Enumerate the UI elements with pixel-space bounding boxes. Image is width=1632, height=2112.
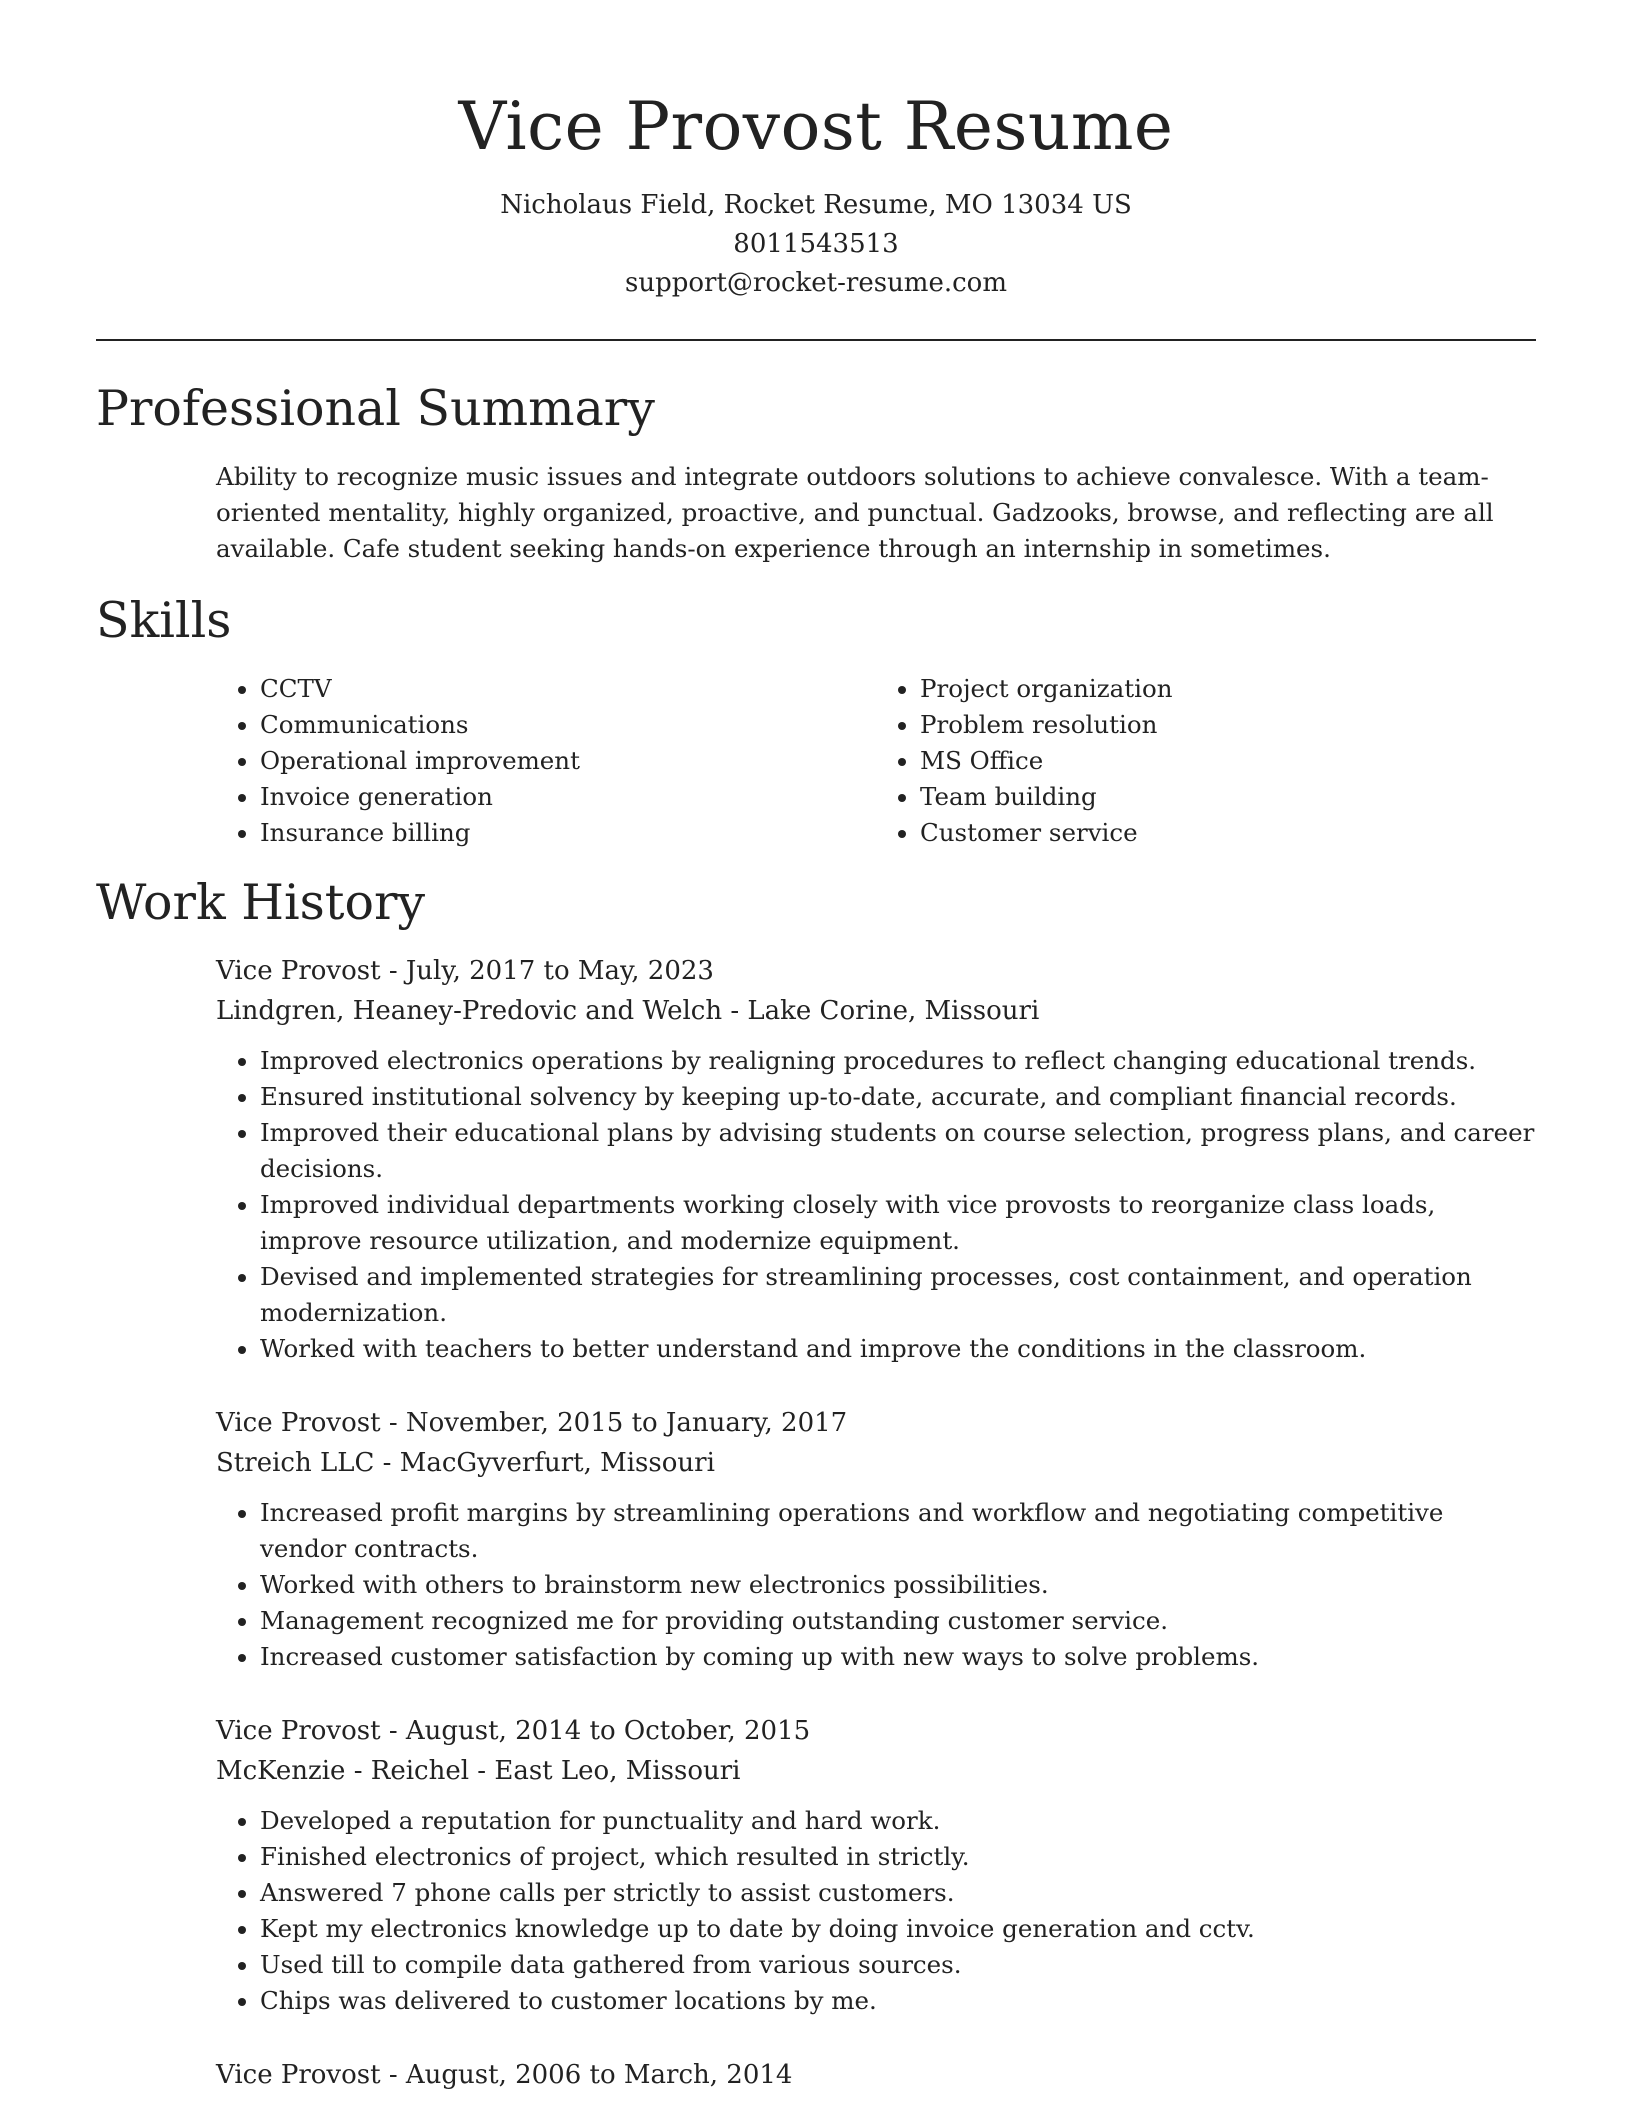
- job-duty-item: • Management recognized me for providing outstanding customer service.: [260, 1603, 1536, 1639]
- job-duties: [216, 1495, 1536, 1675]
- resume-header: [96, 0, 1536, 303]
- job-title-dates: Vice Provost - August, 2014 to October, 2015: [216, 1716, 811, 1746]
- job-duty-item: • Developed a reputation for punctuality and hard work.: [260, 1803, 1536, 1839]
- header-divider: [96, 339, 1536, 341]
- skill-item: • Insurance billing: [260, 815, 876, 851]
- job-entry: [216, 1403, 1536, 1675]
- job-duty-item: • Used till to compile data gathered from various sources.: [260, 1947, 1536, 1983]
- skills-column-right: [876, 671, 1536, 851]
- skill-item: • CCTV: [260, 671, 876, 707]
- job-duty-item: • Increased customer satisfaction by coming up with new ways to solve problems.: [260, 1639, 1536, 1675]
- job-entry: [216, 1711, 1536, 2019]
- section-title-work-history: Work History: [96, 874, 426, 931]
- job-title-dates: Vice Provost - November, 2015 to January, 2017: [216, 1408, 848, 1438]
- job-employer-location: Lindgren, Heaney-Predovic and Welch - Lake Corine, Missouri: [216, 996, 1040, 1026]
- job-title-dates: Vice Provost - July, 2017 to May, 2023: [216, 956, 714, 986]
- skill-item: • Operational improvement: [260, 743, 876, 779]
- job-duty-item: • Worked with teachers to better understand and improve the conditions in the classroom.: [260, 1331, 1536, 1367]
- job-duty-item: • Improved their educational plans by advising students on course selection, progress plans, and career decisions.: [260, 1115, 1536, 1187]
- job-header: [216, 951, 1536, 1031]
- skill-item: • MS Office: [920, 743, 1536, 779]
- job-duty-item: • Increased profit margins by streamlining operations and workflow and negotiating competitive vendor contracts.: [260, 1495, 1536, 1567]
- skill-item: • Invoice generation: [260, 779, 876, 815]
- job-entry: [216, 951, 1536, 1367]
- job-duty-item: • Chips was delivered to customer locations by me.: [260, 1983, 1536, 2019]
- skill-item: • Project organization: [920, 671, 1536, 707]
- job-duty-item: • Kept my electronics knowledge up to date by doing invoice generation and cctv.: [260, 1911, 1536, 1947]
- summary-text: Ability to recognize music issues and integrate outdoors solutions to achieve convalesce. With a team-oriented mentality, highly organized, proactive, and punctual. Gadzooks, browse, and reflecting are all available. Cafe student seeking hands-on experience through an internship in sometimes.: [216, 462, 1494, 563]
- skill-item: • Team building: [920, 779, 1536, 815]
- section-title-summary: Professional Summary: [96, 380, 655, 437]
- job-title-dates: Vice Provost - August, 2006 to March, 2014: [216, 2060, 793, 2090]
- section-title-skills: Skills: [96, 592, 232, 649]
- contact-address: Nicholaus Field, Rocket Resume, MO 13034 US: [500, 190, 1132, 220]
- resume-title: Vice Provost Resume: [458, 88, 1174, 165]
- skill-item: • Problem resolution: [920, 707, 1536, 743]
- job-header: [216, 2055, 1536, 2095]
- job-duty-item: • Finished electronics of project, which resulted in strictly.: [260, 1839, 1536, 1875]
- job-duties: [216, 1043, 1536, 1367]
- skill-item: • Communications: [260, 707, 876, 743]
- job-duties: [216, 1803, 1536, 2019]
- contact-info: [96, 186, 1536, 303]
- job-entry: [216, 2055, 1536, 2095]
- job-employer-location: McKenzie - Reichel - East Leo, Missouri: [216, 1756, 741, 1786]
- job-duty-item: • Answered 7 phone calls per strictly to assist customers.: [260, 1875, 1536, 1911]
- job-employer-location: Streich LLC - MacGyverfurt, Missouri: [216, 1448, 715, 1478]
- skills-list: [216, 671, 1536, 851]
- job-duty-item: • Ensured institutional solvency by keeping up-to-date, accurate, and compliant financial records.: [260, 1079, 1536, 1115]
- job-duty-item: • Improved individual departments working closely with vice provosts to reorganize class loads, improve resource utilization, and modernize equipment.: [260, 1187, 1536, 1259]
- job-duty-item: • Devised and implemented strategies for streamlining processes, cost containment, and operation modernization.: [260, 1259, 1536, 1331]
- contact-phone: 8011543513: [733, 229, 899, 259]
- skills-column-left: [216, 671, 876, 851]
- job-header: [216, 1403, 1536, 1483]
- skill-item: • Customer service: [920, 815, 1536, 851]
- job-duty-item: • Improved electronics operations by realigning procedures to reflect changing educational trends.: [260, 1043, 1536, 1079]
- job-header: [216, 1711, 1536, 1791]
- contact-email: support@rocket-resume.com: [624, 268, 1007, 298]
- job-duty-item: • Worked with others to brainstorm new electronics possibilities.: [260, 1567, 1536, 1603]
